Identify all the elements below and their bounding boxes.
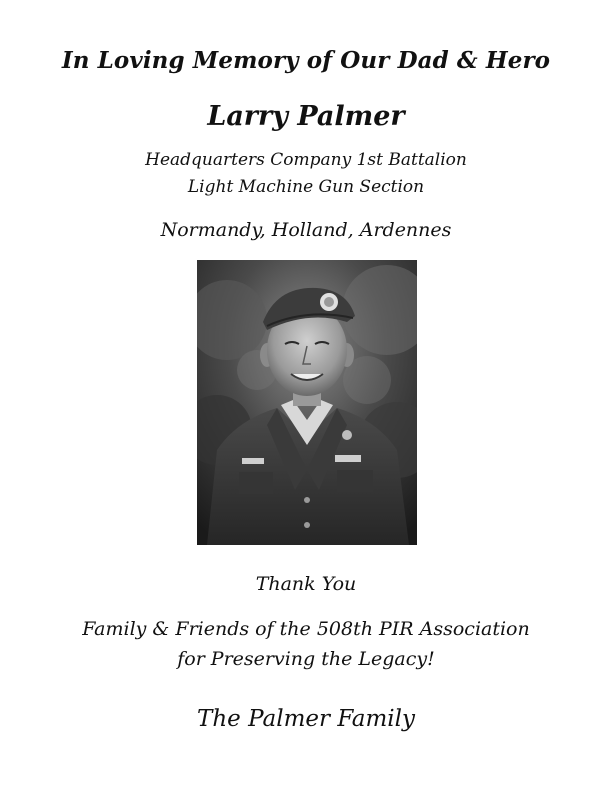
- portrait-illustration: [197, 260, 417, 545]
- unit-line-1: Headquarters Company 1st Battalion: [145, 150, 467, 170]
- soldier-portrait-photo: [197, 260, 417, 545]
- dedication-line-1: Family & Friends of the 508th PIR Association: [82, 618, 530, 640]
- thank-you-line: Thank You: [255, 573, 357, 595]
- dedication-line-2: for Preserving the Legacy!: [177, 648, 435, 670]
- family-signature: The Palmer Family: [197, 706, 415, 732]
- campaigns-line: Normandy, Holland, Ardennes: [160, 219, 452, 241]
- honoree-name: Larry Palmer: [207, 101, 405, 132]
- memorial-heading: In Loving Memory of Our Dad & Hero: [61, 47, 551, 74]
- unit-line-2: Light Machine Gun Section: [187, 177, 425, 197]
